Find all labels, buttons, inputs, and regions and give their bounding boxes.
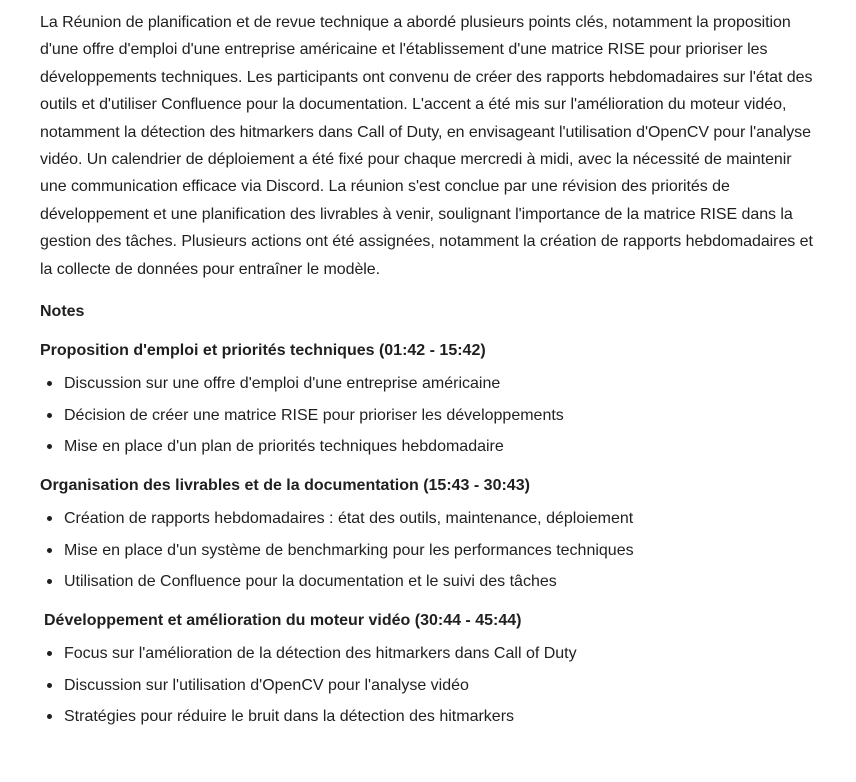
list-item: Discussion sur l'utilisation d'OpenCV pour l'analyse vidéo <box>64 672 816 699</box>
notes-heading: Notes <box>40 303 85 321</box>
summary-paragraph: La Réunion de planification et de revue technique a abordé plusieurs points clés, notamment la proposition d'une offre d'emploi d'une entreprise américaine et l'établissement d'une matrice RISE pour prioriser les développements techniques. Les participants ont convenu de créer des rapports hebdomadaires sur l'état des outils et d'utiliser Confluence pour la documentation. L'accent a été mis sur l'amélioration du moteur vidéo, notamment la détection des hitmarkers dans Call of Duty, en envisageant l'utilisation d'OpenCV pour l'analyse vidéo. Un calendrier de déploiement a été fixé pour chaque mercredi à midi, avec la nécessité de maintenir une communication efficace via Discord. La réunion s'est conclue par une révision des priorités de développement et une planification des livrables à venir, soulignant l'importance de la matrice RISE dans la gestion des tâches. Plusieurs actions ont été assignées, notamment la création de rapports hebdomadaires et la collecte de données pour entraîner le modèle. <box>40 14 813 278</box>
section-title: Organisation des livrables et de la documentation (15:43 - 30:43) <box>40 477 530 495</box>
list-item: Utilisation de Confluence pour la documentation et le suivi des tâches <box>64 568 816 595</box>
list-item: Décision de créer une matrice RISE pour prioriser les développements <box>64 402 816 429</box>
bullet-list <box>40 640 816 730</box>
section-title: Développement et amélioration du moteur vidéo (30:44 - 45:44) <box>44 612 522 630</box>
list-item: Mise en place d'un système de benchmarking pour les performances techniques <box>64 537 816 564</box>
list-item: Focus sur l'amélioration de la détection des hitmarkers dans Call of Duty <box>64 640 816 667</box>
notes-section-video-engine <box>40 607 816 730</box>
bullet-list <box>40 505 816 595</box>
list-item: Discussion sur une offre d'emploi d'une entreprise américaine <box>64 370 816 397</box>
notes-section-deliverables <box>40 472 816 595</box>
list-item: Mise en place d'un plan de priorités techniques hebdomadaire <box>64 433 816 460</box>
bullet-list <box>40 370 816 460</box>
section-title: Proposition d'emploi et priorités techniques (01:42 - 15:42) <box>40 342 486 360</box>
list-item: Création de rapports hebdomadaires : état des outils, maintenance, déploiement <box>64 505 816 532</box>
notes-section-job-offer <box>40 337 816 460</box>
list-item: Stratégies pour réduire le bruit dans la détection des hitmarkers <box>64 703 816 730</box>
